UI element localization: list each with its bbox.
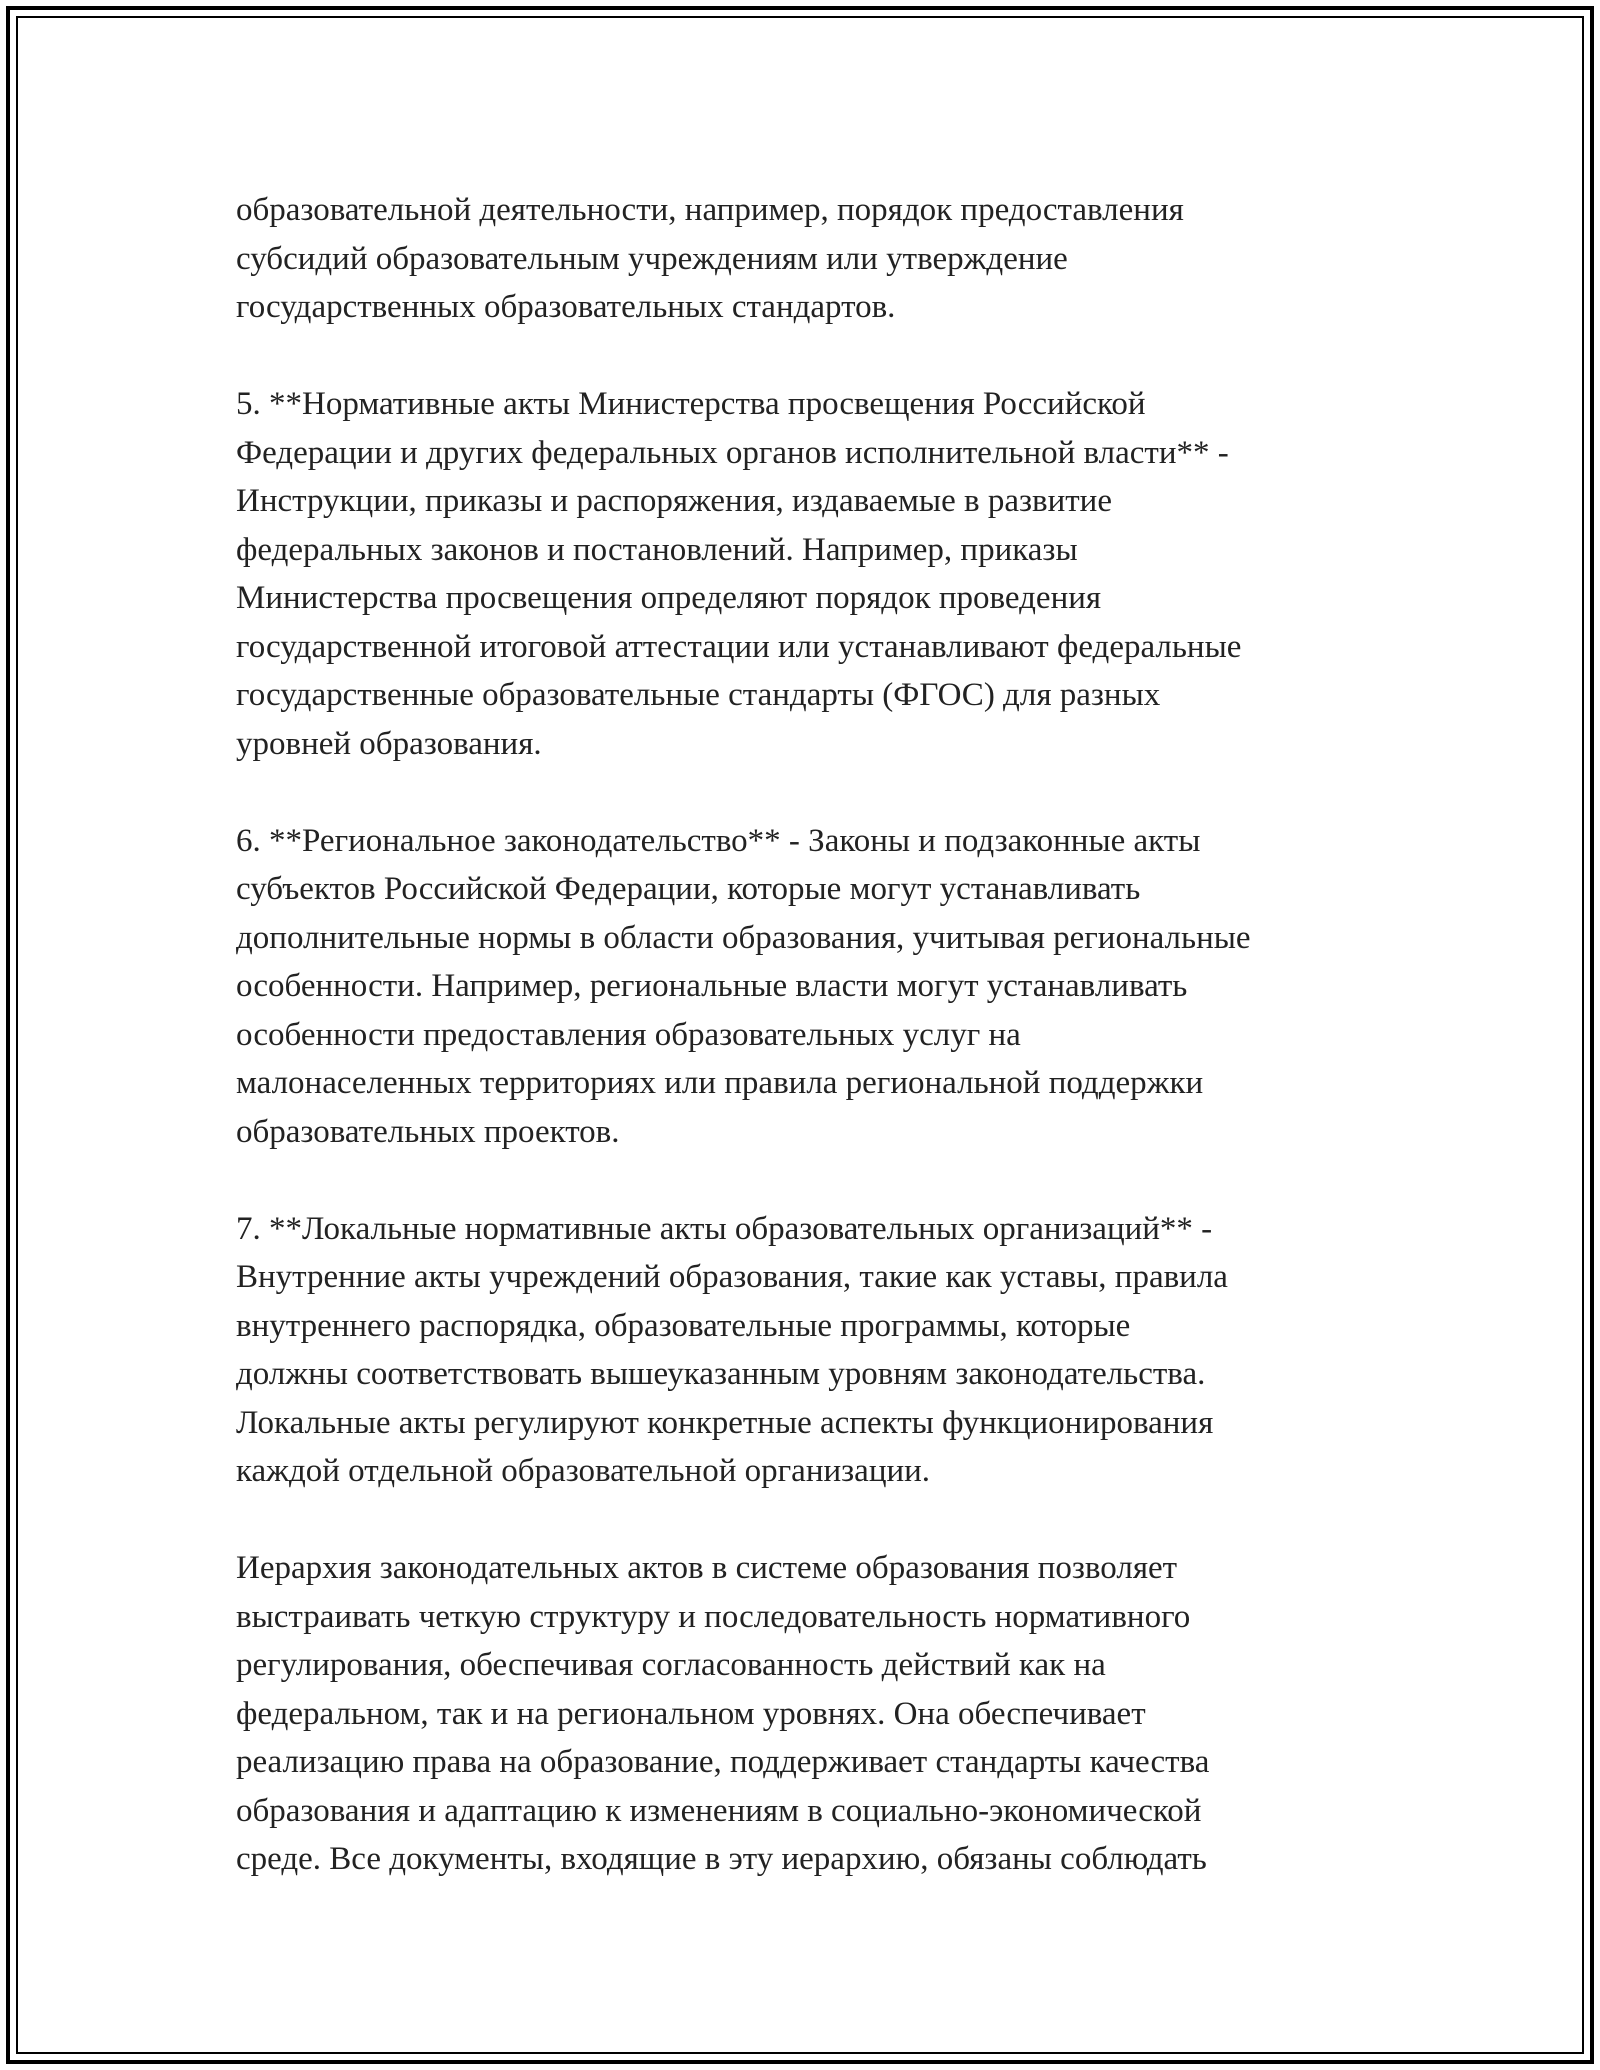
text-line: 7. **Локальные нормативные акты образовательных организаций** - xyxy=(236,1210,1213,1247)
text-line: реализацию права на образование, поддерживает стандарты качества xyxy=(236,1744,1210,1780)
text-line: дополнительные нормы в области образования, учитывая региональные xyxy=(236,919,1251,956)
paragraph-item-5 xyxy=(236,380,1396,768)
text-line: уровней образования. xyxy=(236,725,542,762)
text-line: Министерства просвещения определяют порядок проведения xyxy=(236,580,1102,616)
text-line: образования и адаптацию к изменениям в социально-экономической xyxy=(236,1792,1202,1829)
text-line: федеральном, так и на региональном уровнях. Она обеспечивает xyxy=(236,1695,1146,1732)
text-line: федеральных законов и постановлений. Например, приказы xyxy=(236,531,1078,568)
text-line: субсидий образовательным учреждениям или утверждение xyxy=(236,240,1068,277)
text-line: 6. **Региональное законодательство** - Законы и подзаконные акты xyxy=(236,822,1201,859)
text-line: особенности предоставления образовательных услуг на xyxy=(236,1016,1021,1053)
text-line: среде. Все документы, входящие в эту иерархию, обязаны соблюдать xyxy=(236,1841,1207,1877)
text-line: каждой отдельной образовательной организации. xyxy=(236,1453,931,1489)
text-line: Инструкции, приказы и распоряжения, издаваемые в развитие xyxy=(236,483,1112,519)
paragraph-item-7 xyxy=(236,1205,1396,1496)
text-line: Федерации и других федеральных органов исполнительной власти** - xyxy=(236,434,1229,471)
text-line: государственные образовательные стандарты (ФГОС) для разных xyxy=(236,677,1161,713)
text-line: особенности. Например, региональные власти могут устанавливать xyxy=(236,968,1188,1004)
text-line: малонаселенных территориях или правила региональной поддержки xyxy=(236,1065,1204,1101)
text-line: внутреннего распорядка, образовательные программы, которые xyxy=(236,1307,1131,1344)
text-line: выстраивать четкую структуру и последовательность нормативного xyxy=(236,1598,1191,1635)
text-line: должны соответствовать вышеуказанным уровням законодательства. xyxy=(236,1356,1206,1392)
text-line: 5. **Нормативные акты Министерства просвещения Российской xyxy=(236,386,1146,422)
paragraph-item-6 xyxy=(236,817,1396,1157)
document-body xyxy=(236,186,1396,1932)
text-line: Локальные акты регулируют конкретные аспекты функционирования xyxy=(236,1404,1214,1441)
text-line: образовательных проектов. xyxy=(236,1113,620,1150)
text-line: государственных образовательных стандартов. xyxy=(236,289,896,325)
text-line: Внутренние акты учреждений образования, такие как уставы, правила xyxy=(236,1259,1228,1295)
paragraph-continuation xyxy=(236,186,1396,332)
text-line: образовательной деятельности, например, порядок предоставления xyxy=(236,192,1184,228)
text-line: субъектов Российской Федерации, которые могут устанавливать xyxy=(236,871,1141,907)
text-line: Иерархия законодательных актов в системе образования позволяет xyxy=(236,1550,1178,1586)
text-line: государственной итоговой аттестации или устанавливают федеральные xyxy=(236,628,1242,665)
text-line: регулирования, обеспечивая согласованность действий как на xyxy=(236,1647,1106,1683)
paragraph-conclusion xyxy=(236,1544,1396,1884)
